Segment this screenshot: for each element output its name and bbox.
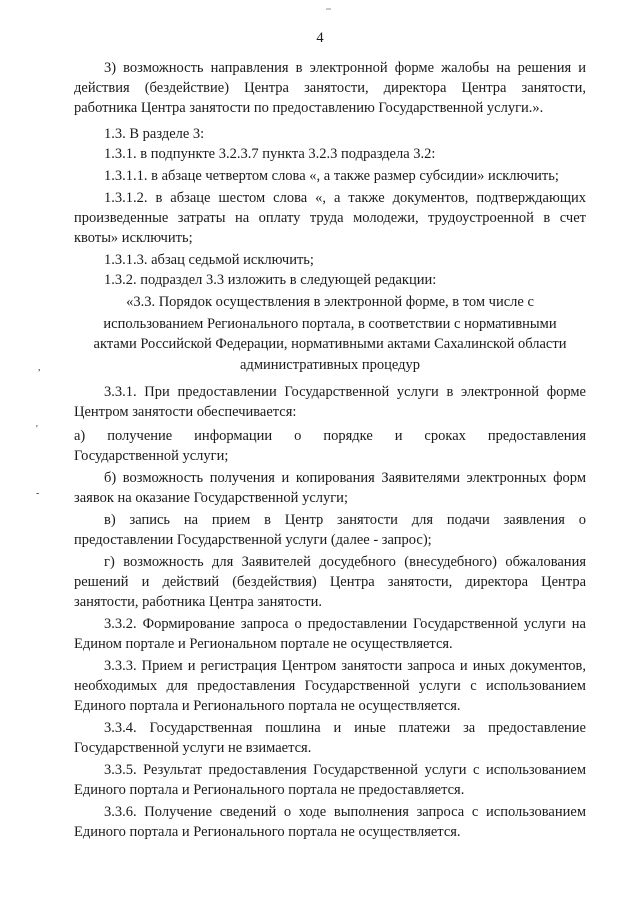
text-line: 1.3.1.3. абзац седьмой исключить; <box>104 252 314 268</box>
text-line: административных процедур <box>240 357 420 373</box>
text-line: действия (бездействие) Центра занятости, директора Центра занятости, <box>74 80 586 96</box>
text-line: Единого портала и Регионального портала не осуществляется. <box>74 824 461 840</box>
text-line: занятости, работника Центра занятости. <box>74 594 322 610</box>
text-line: 3.3.6. Получение сведений о ходе выполнения запроса с использованием <box>104 804 586 820</box>
text-line: произведенные затраты на оплату труда молодежи, трудоустроенной в счет <box>74 210 586 226</box>
text-line: Центром занятости обеспечивается: <box>74 404 297 420</box>
text-line: 1.3.2. подраздел 3.3 изложить в следующей редакции: <box>104 272 437 288</box>
text-line: использованием Регионального портала, в соответствии с нормативными <box>103 316 557 332</box>
text-line: 3.3.3. Прием и регистрация Центром занятости запроса и иных документов, <box>104 658 586 674</box>
text-line: решений и действий (бездействия) Центра занятости, директора Центра <box>74 574 586 590</box>
text-line: 3.3.2. Формирование запроса о предоставлении Государственной услуги на <box>104 616 586 632</box>
text-line: Единого портала и Регионального портала не предоставляется. <box>74 782 465 798</box>
text-line: 1.3. В разделе 3: <box>104 126 205 142</box>
text-line: 3.3.1. При предоставлении Государственной услуги в электронной форме <box>104 384 586 400</box>
text-line: Государственной услуги не взимается. <box>74 740 312 756</box>
text-line: Едином портале и Региональном портале не осуществляется. <box>74 636 453 652</box>
margin-mark: - <box>36 488 40 499</box>
text-line: 3) возможность направления в электронной форме жалобы на решения и <box>104 60 586 76</box>
text-line: 1.3.1. в подпункте 3.2.3.7 пункта 3.2.3 подраздела 3.2: <box>104 146 436 162</box>
text-line: работника Центра занятости по предоставлению Государственной услуги.». <box>74 100 544 116</box>
page-number: 4 <box>316 30 324 46</box>
text-line: 3.3.4. Государственная пошлина и иные платежи за предоставление <box>104 720 586 736</box>
text-line: в) запись на прием в Центр занятости для подачи заявления о <box>104 512 586 528</box>
text-line: г) возможность для Заявителей досудебного (внесудебного) обжалования <box>104 554 586 570</box>
text-line: 1.3.1.2. в абзаце шестом слова «, а также документов, подтверждающих <box>104 190 586 206</box>
text-line: необходимых для предоставления Государственной услуги с использованием <box>74 678 586 694</box>
text-line: заявок на оказание Государственной услуги; <box>74 490 348 506</box>
text-line: а) получение информации о порядке и сроках предоставления <box>74 428 586 444</box>
text-line: 1.3.1.1. в абзаце четвертом слова «, а также размер субсидии» исключить; <box>104 168 559 184</box>
margin-mark: , <box>38 362 41 373</box>
text-line: 3.3.5. Результат предоставления Государственной услуги с использованием <box>104 762 586 778</box>
text-line: предоставлении Государственной услуги (далее - запрос); <box>74 532 432 548</box>
scan-artifact <box>326 8 331 10</box>
text-line: Единого портала и Регионального портала не осуществляется. <box>74 698 461 714</box>
text-line: Государственной услуги; <box>74 448 229 464</box>
margin-mark: ' <box>36 424 38 435</box>
text-line: «3.3. Порядок осуществления в электронной форме, в том числе с <box>126 294 534 310</box>
text-line: актами Российской Федерации, нормативными актами Сахалинской области <box>93 336 567 352</box>
text-line: б) возможность получения и копирования Заявителями электронных форм <box>104 470 586 486</box>
text-line: квоты» исключить; <box>74 230 193 246</box>
